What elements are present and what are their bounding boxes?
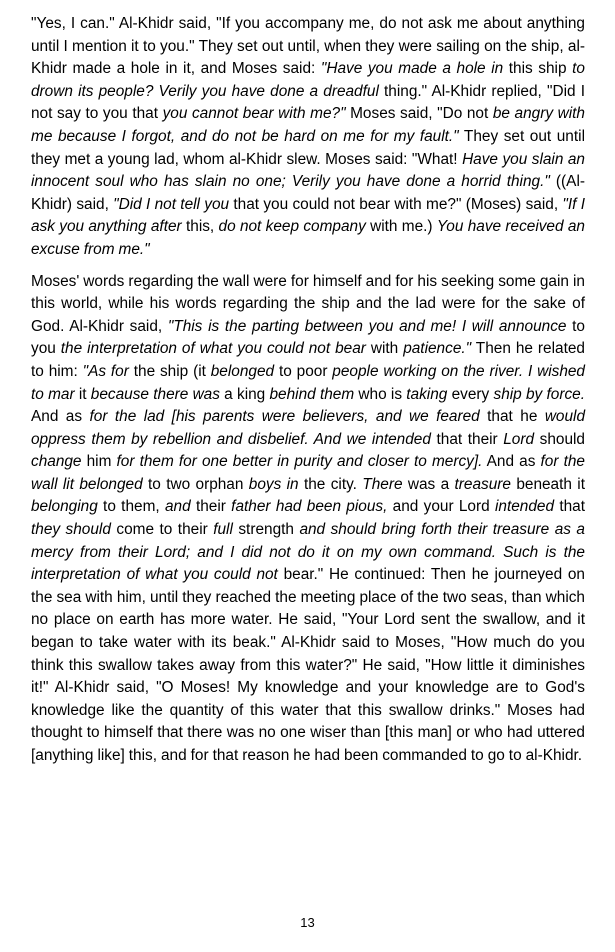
text-run: They set out until they met a young lad, whom al-Khidr slew. Moses said: "What! — [31, 127, 585, 168]
text-run: that you could not bear with me?" (Moses) said, — [229, 195, 563, 213]
italic-run: treasure — [454, 475, 511, 493]
italic-run: Have you slain an innocent soul who has slain no one; Verily you have done a horrid thing." — [31, 150, 585, 191]
italic-run: There — [362, 475, 403, 493]
text-run: the city. — [298, 475, 363, 493]
text-run: that — [554, 498, 585, 516]
text-run: every — [447, 385, 494, 403]
italic-run: behind them — [269, 385, 355, 403]
text-run: this ship — [503, 60, 573, 78]
italic-run: and should bring forth their treasure as a mercy from their Lord; and I did not do it on my own command. Such is the interpretation of what you could not — [31, 521, 585, 584]
text-run: a king — [219, 385, 270, 403]
italic-run: change — [31, 453, 82, 471]
italic-run: they should — [31, 521, 111, 539]
italic-run: full — [213, 521, 233, 539]
text-run: "Yes, I can." Al-Khidr said, "If you accompany me, do not ask me about anything until I mention it to you." They set out until, when they were sailing on the ship, al-Khidr made a hole in it, and Moses said: — [31, 15, 585, 78]
italic-run: belonged — [210, 362, 275, 380]
italic-run: you cannot bear with me?" — [162, 105, 346, 123]
text-run: to poor — [274, 362, 333, 380]
italic-run: to drown its people? Verily you have done a dreadful — [31, 60, 585, 100]
italic-run: would oppress them by rebellion and disbelief. And we intended — [31, 408, 586, 448]
italic-run: "If I ask you anything after — [31, 195, 585, 236]
text-run: Then he related to him: — [31, 340, 585, 380]
text-run: and your Lord — [387, 498, 495, 516]
italic-run: for the lad [his parents were believers, and we feared — [89, 408, 480, 426]
text-run: should — [534, 430, 585, 448]
text-run: Moses' words regarding the wall were for himself and for his seeking some gain in this world, while his words regarding the ship and the lad were for the sake of God. Al-Khidr said, — [31, 272, 585, 335]
italic-run: intended — [494, 498, 555, 516]
text-run: their — [190, 498, 232, 516]
text-run: And as — [31, 408, 90, 426]
text-run: this, — [181, 218, 219, 236]
italic-run: do not keep company — [218, 218, 366, 236]
text-run: it — [74, 385, 91, 403]
page-number: 13 — [300, 915, 315, 930]
italic-run: for them for one better in purity and closer to mercy]. — [116, 453, 483, 471]
italic-run: people working on the river. I wished to mar — [31, 362, 585, 403]
text-run: ((Al-Khidr) said, — [31, 173, 585, 213]
italic-run: "As for — [82, 362, 129, 380]
italic-run: ship by force. — [493, 385, 585, 403]
text-run: who is — [354, 385, 407, 403]
italic-run: Lord — [503, 430, 535, 448]
italic-run: "Have you made a hole in — [320, 60, 504, 78]
italic-run: because there was — [90, 385, 220, 403]
paragraph-2 — [31, 271, 585, 768]
italic-run: patience." — [403, 340, 472, 358]
text-run: to you — [31, 317, 585, 358]
text-run: with me.) — [365, 218, 437, 236]
text-run: thing." Al-Khidr replied, "Did I not say to you that — [31, 82, 585, 123]
text-run: the ship (it — [128, 362, 211, 380]
text-run: strength — [232, 521, 300, 539]
italic-run: for the wall lit belonged — [31, 453, 585, 493]
italic-run: boys in — [248, 475, 299, 493]
text-run: come to their — [110, 521, 214, 539]
paragraph-1 — [31, 13, 585, 262]
italic-run: be angry with me because I forgot, and do not be hard on me for my fault." — [31, 105, 585, 145]
text-run: to two orphan — [142, 475, 249, 493]
text-run: was a — [402, 475, 455, 493]
italic-run: father had been pious, — [231, 498, 388, 516]
italic-run: belonging — [31, 498, 98, 516]
text-run: that he — [479, 408, 545, 426]
italic-run: taking — [406, 385, 448, 403]
text-run: And as — [482, 453, 541, 471]
italic-run: the interpretation of what you could not bear — [60, 340, 366, 358]
italic-run: You have received an excuse from me." — [31, 218, 585, 258]
text-run: him — [81, 453, 117, 471]
italic-run: "Did I not tell you — [113, 195, 230, 213]
italic-run: "This is the parting between you and me! I will announce — [167, 317, 567, 335]
text-run: beneath it — [510, 475, 585, 493]
text-run: that their — [430, 430, 504, 448]
text-run: to them, — [97, 498, 165, 516]
text-run: bear." He continued: Then he journeyed on the sea with him, until they reached the meeting place of the two seas, than which no place on earth has more water. He said, "Your Lord sent the swallow, and it began to take water with its beak." Al-Khidr said to Moses, "How much do you think this swallow takes away from this water?" He said, "How little it diminishes it!" Al-Khidr said, "O Moses! My knowledge and your knowledge are to God's knowledge like the quantity of this water that this swallow drinks." Moses had thought to himself that there was no one wiser than [this man] or who had uttered [anything like] this, and for that reason he had been commanded to go to al-Khidr. — [31, 566, 585, 764]
text-run: with — [365, 340, 404, 358]
text-run: Moses said, "Do not — [345, 105, 493, 123]
italic-run: and — [164, 498, 191, 516]
